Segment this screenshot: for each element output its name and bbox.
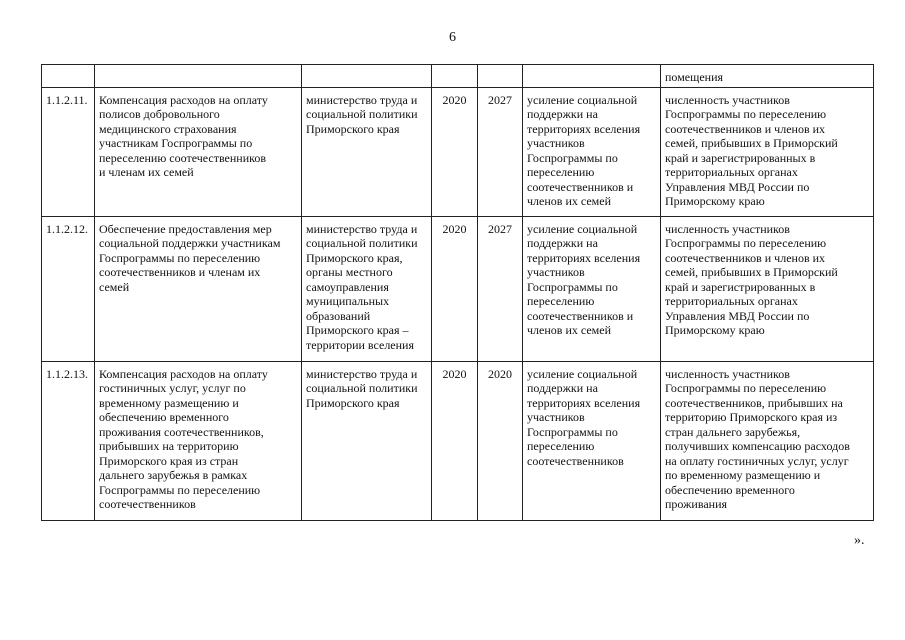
text-line: поддержки на (527, 381, 598, 395)
start-year-cell: 2020 (432, 87, 478, 216)
start-year-cell: 2020 (432, 361, 478, 520)
text-line: Госпрограммы по (527, 150, 618, 165)
end-year-cell: 2020 (478, 361, 523, 520)
result-cell (523, 65, 661, 88)
text-line: усиление социальной (527, 92, 638, 107)
text-line: медицинского страхования (99, 121, 237, 136)
text-line: Госпрограммы по переселению (99, 250, 261, 265)
text-line: Компенсация расходов на оплату (99, 366, 268, 381)
text-line: Госпрограммы по переселению (665, 236, 827, 250)
text-line: территориях вселения (527, 250, 641, 265)
text-line: численность участников (665, 92, 790, 107)
text-line: территориях вселения (527, 395, 641, 410)
text-line: усиление социальной (527, 221, 638, 236)
text-line: органы местного (306, 265, 393, 279)
text-line: Госпрограммы по (527, 279, 618, 294)
text-line: соотечественников и членов их (665, 250, 826, 265)
text-line: территориальных органах (665, 294, 798, 308)
text-line: численность участников (665, 366, 790, 381)
text-line: Приморского края из стран (99, 453, 239, 468)
text-line: участников (527, 265, 585, 279)
text-line: соотечественников (99, 497, 196, 511)
text-line: социальной политики (306, 381, 418, 395)
text-line: численность участников (665, 221, 790, 236)
text-line: переселению (527, 294, 595, 308)
text-line: полисов добровольного (99, 107, 220, 121)
text-line: Приморского края (306, 395, 400, 410)
code-cell: 1.1.2.12. (42, 216, 95, 361)
code-cell: 1.1.2.13. (42, 361, 95, 520)
indicator-cell (661, 87, 874, 216)
text-line: соотечественников и (527, 308, 634, 323)
text-line: стран дальнего зарубежья, (665, 424, 801, 439)
text-line: министерство труда и (306, 92, 418, 107)
text-line: соотечественников и членам их (99, 265, 261, 279)
executor-cell (302, 361, 432, 520)
text-line: усиление социальной (527, 366, 638, 381)
description-cell (95, 87, 302, 216)
text-line: Приморскому краю (665, 194, 765, 208)
text-line: членов их семей (527, 194, 611, 208)
text-line: участникам Госпрограммы по (99, 136, 253, 150)
text-line: край и зарегистрированных в (665, 150, 816, 165)
text-line: соотечественников (527, 453, 624, 468)
text-line: обеспечению временного (665, 482, 795, 497)
text-line: поддержки на (527, 236, 598, 250)
text-line: территориальных органах (665, 165, 798, 179)
description-cell (95, 361, 302, 520)
text-line: участников (527, 410, 585, 424)
text-line: по временному размещению и (665, 468, 821, 482)
text-line: семей, прибывших в Приморский (665, 265, 838, 279)
description-cell (95, 216, 302, 361)
text-line: территориях вселения (527, 121, 641, 136)
text-line: Приморского края – (306, 323, 409, 337)
text-line: обеспечению временного (99, 410, 229, 424)
end-year-cell (478, 65, 523, 88)
text-line: гостиничных услуг, услуг по (99, 381, 246, 395)
end-year-cell: 2027 (478, 87, 523, 216)
result-cell (523, 216, 661, 361)
executor-cell (302, 65, 432, 88)
text-line: и членам их семей (99, 165, 194, 179)
table-row-continuation (42, 65, 874, 88)
text-line: переселению (527, 165, 595, 179)
text-line: территорию Приморского края из (665, 410, 838, 424)
text-line: Приморского края (306, 121, 400, 136)
table-row (42, 361, 874, 520)
start-year-cell (432, 65, 478, 88)
text-line: социальной политики (306, 107, 418, 121)
text-line: временному размещению и (99, 395, 239, 410)
closing-quote-mark: ». (854, 533, 865, 548)
result-cell (523, 87, 661, 216)
text-line: поддержки на (527, 107, 598, 121)
text-line: Обеспечение предоставления мер (99, 221, 272, 236)
program-measures-table (41, 64, 874, 521)
text-line: образований (306, 308, 371, 323)
text-line: край и зарегистрированных в (665, 279, 816, 294)
text-line: социальной политики (306, 236, 418, 250)
text-line: соотечественников и (527, 179, 634, 194)
start-year-cell: 2020 (432, 216, 478, 361)
text-line: самоуправления (306, 279, 389, 294)
text-line: семей, прибывших в Приморский (665, 136, 838, 150)
page-number: 6 (449, 30, 456, 45)
table-row (42, 216, 874, 361)
text-line: Госпрограммы по переселению (665, 107, 827, 121)
table-row (42, 87, 874, 216)
text-line: министерство труда и (306, 366, 418, 381)
text-line: семей (99, 279, 130, 294)
text-line: Госпрограммы по (527, 424, 618, 439)
text-line: участников (527, 136, 585, 150)
text-line: социальной поддержки участникам (99, 236, 281, 250)
text-line: Компенсация расходов на оплату (99, 92, 268, 107)
text-line: муниципальных (306, 294, 390, 308)
text-line: Госпрограммы по переселению (665, 381, 827, 395)
text-line: членов их семей (527, 323, 611, 337)
text-line: министерство труда и (306, 221, 418, 236)
indicator-cell (661, 216, 874, 361)
text-line: на оплату гостиничных услуг, услуг (665, 453, 849, 468)
text-line: Управления МВД России по (665, 179, 810, 194)
text-line: прибывших на территорию (99, 439, 239, 453)
text-line: переселению (527, 439, 595, 453)
text-line: соотечественников, прибывших на (665, 395, 843, 410)
text-line: проживания (665, 497, 728, 511)
text-line: соотечественников и членов их (665, 121, 826, 136)
end-year-cell: 2027 (478, 216, 523, 361)
description-cell (95, 65, 302, 88)
text-line: дальнего зарубежья в рамках (99, 468, 248, 482)
code-cell (42, 65, 95, 88)
executor-cell (302, 87, 432, 216)
text-line: Приморскому краю (665, 323, 765, 337)
code-cell: 1.1.2.11. (42, 87, 95, 216)
executor-cell (302, 216, 432, 361)
text-line: получивших компенсацию расходов (665, 439, 850, 453)
result-cell (523, 361, 661, 520)
text-line: помещения (665, 70, 724, 84)
indicator-cell (661, 361, 874, 520)
text-line: Приморского края, (306, 250, 403, 265)
indicator-cell (661, 65, 874, 88)
text-line: Управления МВД России по (665, 308, 810, 323)
text-line: территории вселения (306, 337, 414, 352)
text-line: переселению соотечественников (99, 150, 267, 165)
text-line: Госпрограммы по переселению (99, 482, 261, 497)
text-line: проживания соотечественников, (99, 424, 264, 439)
